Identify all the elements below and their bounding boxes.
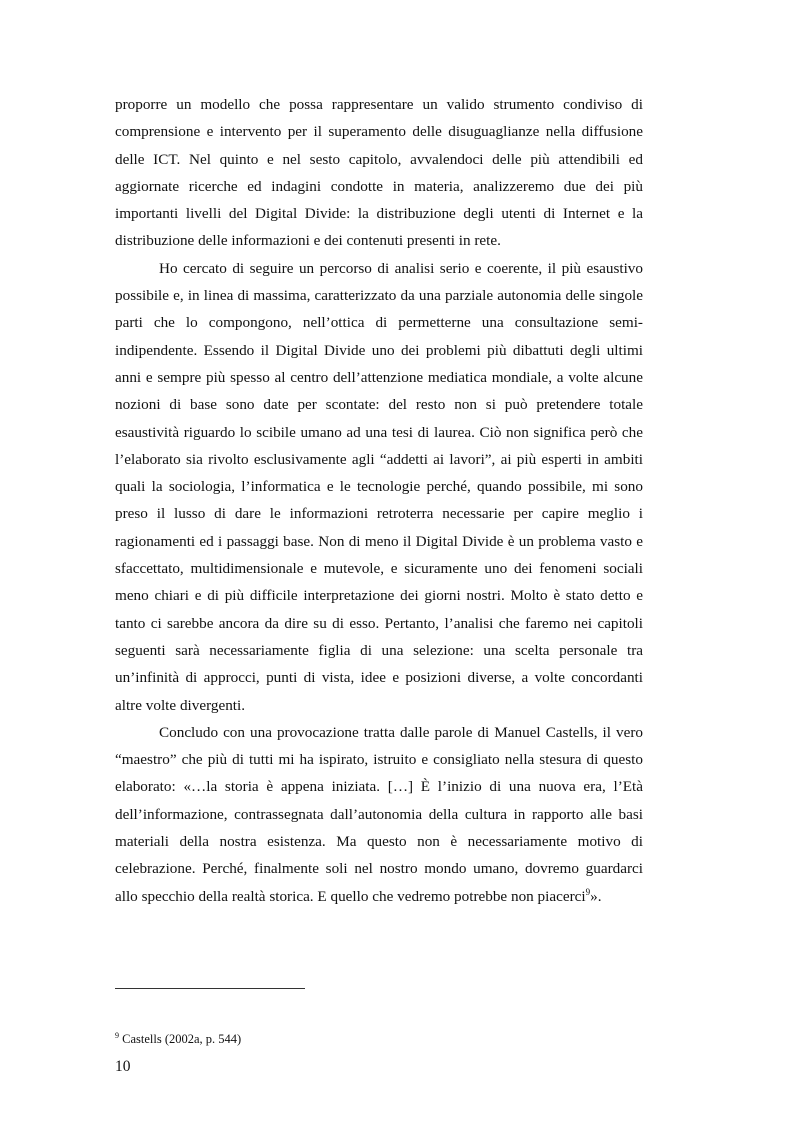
- body-text: [115, 91, 643, 910]
- quote-closing: ».: [590, 887, 602, 905]
- footnote-marker: 9: [115, 1030, 119, 1040]
- paragraph-2: Ho cercato di seguire un percorso di analisi serio e coerente, il più esaustivo possibile e, in linea di massima, caratterizzato da una parziale autonomia delle singole parti che lo compongono, nell’ottica di permetterne una consultazione semi-indipendente. Essendo il Digital Divide uno dei problemi più dibattuti degli ultimi anni e sempre più spesso al centro dell’attenzione mediatica mondiale, a volte alcune nozioni di base sono date per scontate: del resto non si può pretendere totale esaustività riguardo lo scibile umano ad una tesi di laurea. Ciò non significa però che l’elaborato sia rivolto esclusivamente agli “addetti ai lavori”, ai più esperti in ambiti quali la sociologia, l’informatica e le tecnologie perché, quando possibile, mi sono preso il lusso di dare le informazioni retroterra necessarie per capire meglio i ragionamenti ed i passaggi base. Non di meno il Digital Divide è un problema vasto e sfaccettato, multidimensionale e mutevole, e sicuramente uno dei fenomeni sociali meno chiari e di più difficile interpretazione dei giorni nostri. Molto è stato detto e tanto ci sarebbe ancora da dire su di esso. Pertanto, l’analisi che faremo nei capitoli seguenti sarà necessariamente figlia di una selezione: una scelta personale tra un’infinità di approcci, punti di vista, idee e posizioni diverse, a volte concordanti altre volte divergenti.: [115, 259, 643, 714]
- paragraph-1: proporre un modello che possa rappresentare un valido strumento condiviso di comprensione e intervento per il superamento delle disuguaglianze nella diffusione delle ICT. Nel quinto e nel sesto capitolo, avvalendoci delle più attendibili ed aggiornate ricerche ed indagini condotte in materia, analizzeremo due dei più importanti livelli del Digital Divide: la distribuzione degli utenti di Internet e la distribuzione delle informazioni e dei contenuti presenti in rete.: [115, 96, 643, 250]
- footnote-text: Castells (2002a, p. 544): [122, 1032, 242, 1046]
- page-number: 10: [115, 1058, 131, 1075]
- footnote: [115, 1031, 241, 1047]
- paragraph-3-text: Concludo con una provocazione tratta dalle parole di Manuel Castells, il vero “maestro” che più di tutti mi ha ispirato, istruito e consigliato nella stesura di questo elaborato: «…la storia è appena iniziata. […] È l’inizio di una nuova era, l’Età dell’informazione, contrassegnata dall’autonomia della cultura in rapporto alle basi materiali della nostra esistenza. Ma questo non è necessariamente motivo di celebrazione. Perché, finalmente soli nel nostro mondo umano, dovremo guardarci allo specchio della realtà storica. E quello che vedremo potrebbe non piacerci: [115, 723, 643, 905]
- footnote-reference[interactable]: 9: [585, 886, 591, 897]
- paragraph-3: [115, 719, 643, 910]
- footnote-separator: [115, 988, 305, 989]
